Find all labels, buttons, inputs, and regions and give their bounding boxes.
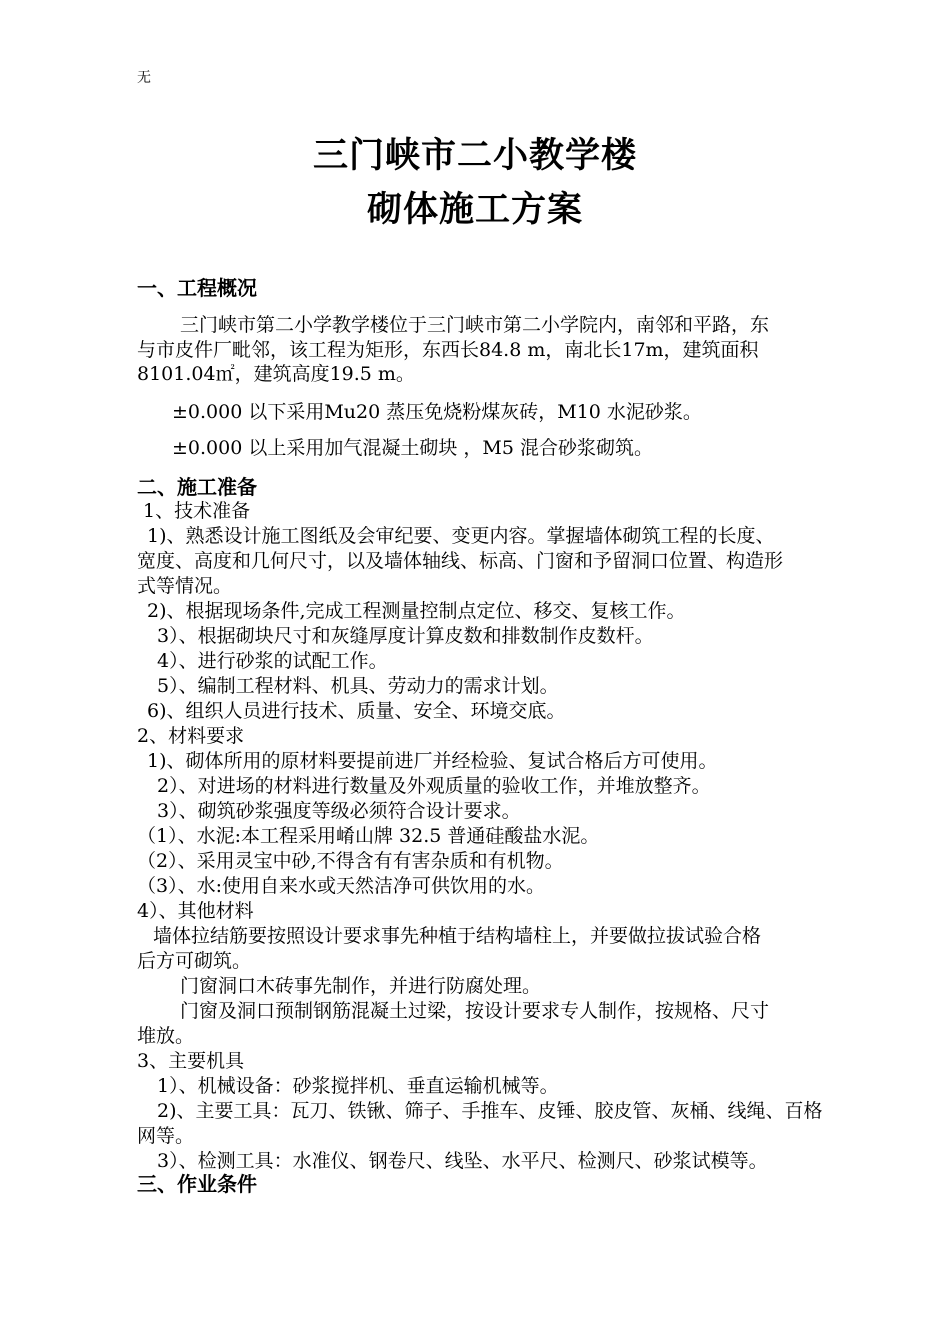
list-item: （2）、采用灵宝中砂,不得含有有害杂质和有机物。 xyxy=(137,850,564,872)
subsection-heading: 2、材料要求 xyxy=(137,725,245,747)
paragraph-line: ±0.000 以下采用Mu20 蒸压免烧粉煤灰砖，M10 水泥砂浆。 xyxy=(172,401,702,423)
list-item: （3）、水:使用自来水或天然洁净可供饮用的水。 xyxy=(137,875,545,897)
paragraph-line: 门窗及洞口预制钢筋混凝土过梁，按设计要求专人制作，按规格、尺寸 xyxy=(180,1000,770,1022)
list-item: 5）、编制工程材料、机具、劳动力的需求计划。 xyxy=(157,675,559,697)
list-item: 3）、检测工具：水准仪、钢卷尺、线坠、水平尺、检测尺、砂浆试模等。 xyxy=(157,1150,768,1172)
section-heading: 一、工程概况 xyxy=(137,276,257,300)
list-item: 网等。 xyxy=(137,1125,195,1147)
paragraph-line: 门窗洞口木砖事先制作，并进行防腐处理。 xyxy=(180,975,542,997)
paragraph-line: 三门峡市第二小学教学楼位于三门峡市第二小学院内，南邻和平路，东 xyxy=(180,314,770,336)
list-item: 宽度、高度和几何尺寸，以及墙体轴线、标高、门窗和予留洞口位置、构造形 xyxy=(137,550,784,572)
paragraph-line: 8101.04㎡，建筑高度19.5 m。 xyxy=(137,363,415,385)
list-item: 3）、根据砌块尺寸和灰缝厚度计算皮数和排数制作皮数杆。 xyxy=(157,625,654,647)
document-title-line2: 砌体施工方案 xyxy=(366,190,583,230)
subsection-heading: 3、主要机具 xyxy=(137,1050,245,1072)
list-item: 6)、组织人员进行技术、质量、安全、环境交底。 xyxy=(147,700,566,722)
section-heading: 二、施工准备 xyxy=(137,475,257,499)
list-item: 3）、砌筑砂浆强度等级必须符合设计要求。 xyxy=(157,800,521,822)
list-item: 1)、熟悉设计施工图纸及会审纪要、变更内容。掌握墙体砌筑工程的长度、 xyxy=(147,525,775,547)
list-item: 2)、根据现场条件,完成工程测量控制点定位、移交、复核工作。 xyxy=(147,600,686,622)
header-mark: 无 xyxy=(137,70,151,86)
section-heading: 三、作业条件 xyxy=(137,1172,257,1196)
paragraph-line: ±0.000 以上采用加气混凝土砌块 ，M5 混合砂浆砌筑。 xyxy=(172,437,653,459)
list-item: 2）、对进场的材料进行数量及外观质量的验收工作，并堆放整齐。 xyxy=(157,775,711,797)
paragraph-line: 后方可砌筑。 xyxy=(137,950,252,972)
list-item: （1）、水泥:本工程采用崤山牌 32.5 普通硅酸盐水泥。 xyxy=(137,825,600,847)
paragraph-line: 墙体拉结筋要按照设计要求事先种植于结构墙柱上，并要做拉拔试验合格 xyxy=(153,925,762,947)
list-item: 4）、其他材料 xyxy=(137,900,254,922)
list-item: 4）、进行砂浆的试配工作。 xyxy=(157,650,388,672)
list-item: 2)、主要工具：瓦刀、铁锹、筛子、手推车、皮锤、胶皮管、灰桶、线绳、百格 xyxy=(157,1100,823,1122)
document-title-line1: 三门峡市二小教学楼 xyxy=(312,136,637,176)
list-item: 1)、砌体所用的原材料要提前进厂并经检验、复试合格后方可使用。 xyxy=(147,750,718,772)
list-item: 式等情况。 xyxy=(137,575,233,597)
paragraph-line: 与市皮件厂毗邻，该工程为矩形，东西长84.8 m，南北长17m，建筑面积 xyxy=(137,339,759,361)
subsection-heading: 1、技术准备 xyxy=(143,500,251,522)
paragraph-line: 堆放。 xyxy=(137,1025,195,1047)
list-item: 1）、机械设备：砂浆搅拌机、垂直运输机械等。 xyxy=(157,1075,559,1097)
